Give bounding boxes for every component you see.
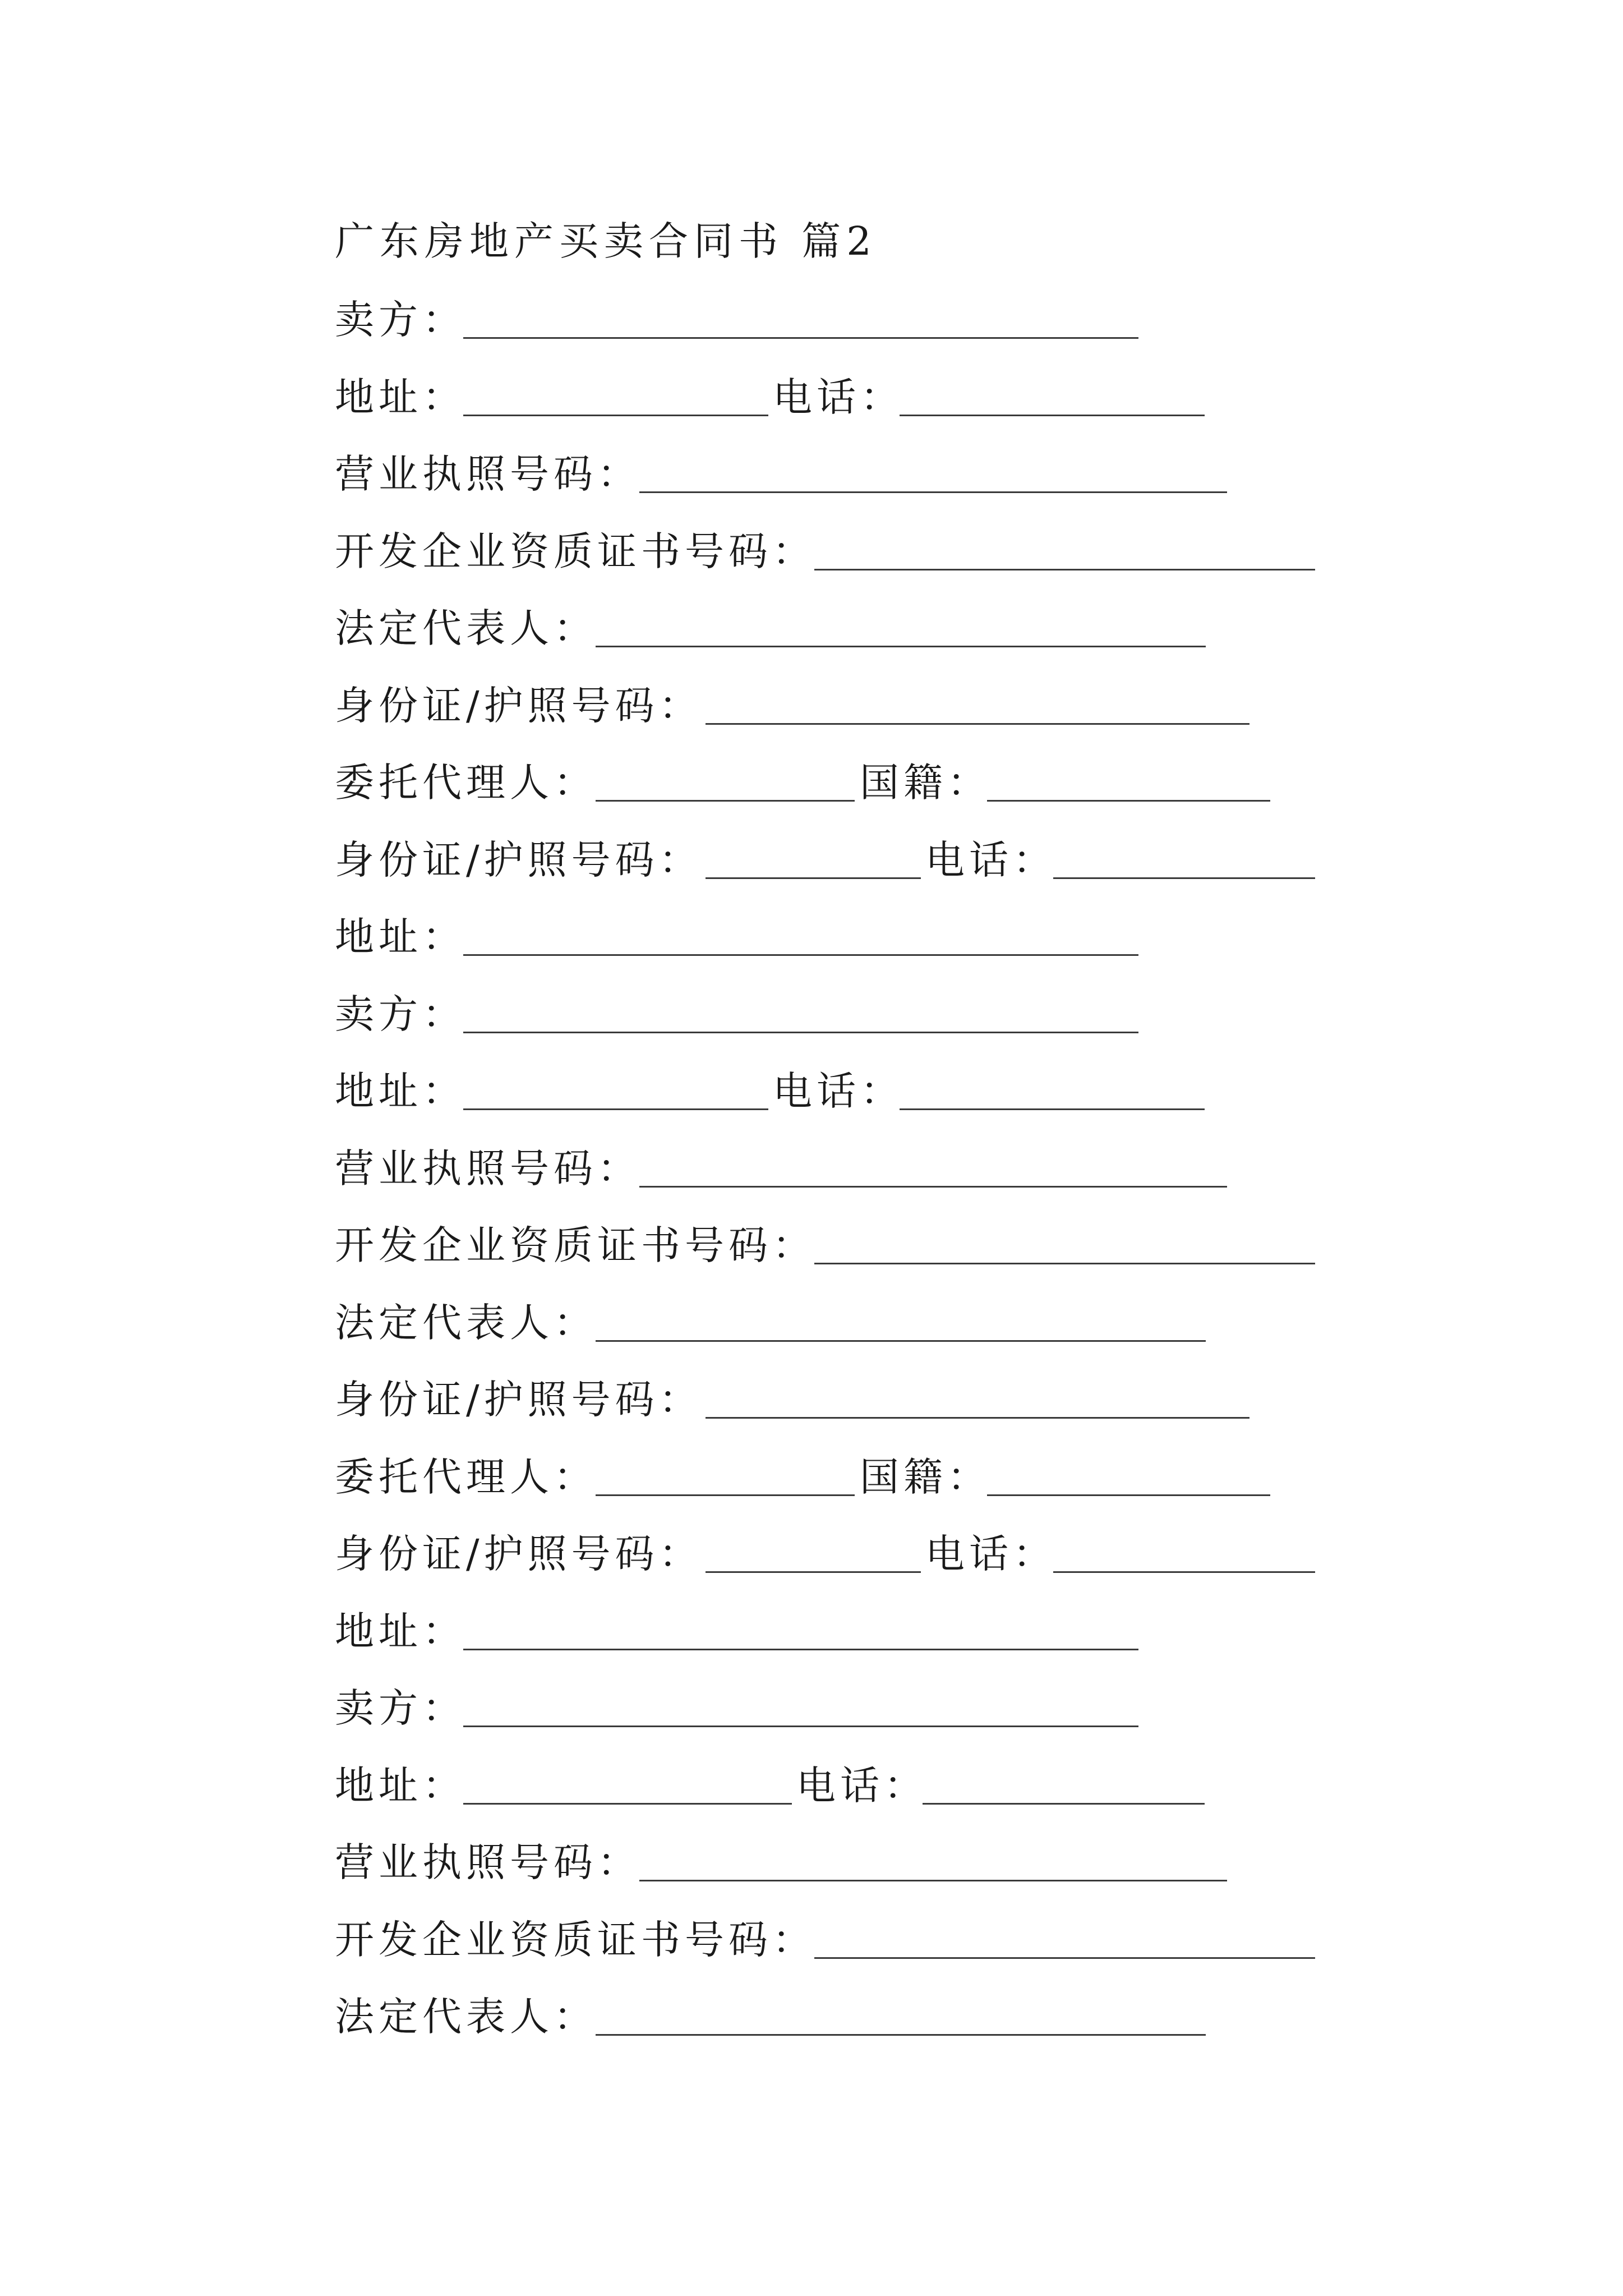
- form-row: [335, 1452, 1602, 1502]
- field-blank-line[interactable]: [463, 1649, 1138, 1650]
- form-row: [335, 1606, 1602, 1657]
- form-row: [335, 1837, 1602, 1888]
- field-blank-line-secondary[interactable]: [923, 1803, 1205, 1805]
- field-blank-line[interactable]: [706, 1571, 921, 1573]
- field-blank-line[interactable]: [639, 1186, 1227, 1188]
- field-label: 身份证/护照号码：: [335, 836, 703, 883]
- field-label: 法定代表人：: [335, 1994, 597, 2040]
- field-blank-line[interactable]: [596, 646, 1206, 647]
- field-blank-line[interactable]: [463, 1803, 792, 1805]
- field-blank-line[interactable]: [463, 954, 1138, 956]
- field-blank-line-secondary[interactable]: [900, 415, 1205, 416]
- field-label-secondary: 电话：: [773, 374, 904, 420]
- field-blank-line[interactable]: [814, 1263, 1315, 1264]
- field-blank-line[interactable]: [463, 1032, 1138, 1033]
- field-blank-line[interactable]: [596, 1494, 855, 1496]
- form-row: [335, 526, 1602, 577]
- field-blank-line[interactable]: [706, 723, 1249, 725]
- field-blank-line-secondary[interactable]: [1053, 1571, 1315, 1573]
- field-label: 营业执照号码：: [335, 1145, 641, 1191]
- field-label: 卖方：: [335, 297, 466, 343]
- field-blank-line[interactable]: [596, 1340, 1206, 1342]
- field-label: 开发企业资质证书号码：: [335, 1222, 816, 1268]
- field-label: 法定代表人：: [335, 605, 597, 651]
- field-label: 卖方：: [335, 1685, 466, 1731]
- field-label: 卖方：: [335, 991, 466, 1037]
- field-label-secondary: 电话：: [925, 836, 1057, 883]
- field-label: 地址：: [335, 914, 466, 960]
- field-blank-line-secondary[interactable]: [1053, 877, 1315, 879]
- field-label: 开发企业资质证书号码：: [335, 1916, 816, 1963]
- field-label-secondary: 电话：: [925, 1531, 1057, 1577]
- field-blank-line[interactable]: [814, 569, 1315, 570]
- form-row: [335, 1220, 1602, 1271]
- form-row: [335, 1066, 1602, 1116]
- field-label: 开发企业资质证书号码：: [335, 528, 816, 574]
- field-label: 身份证/护照号码：: [335, 1377, 703, 1423]
- form-row: [335, 1760, 1602, 1811]
- form-row: [335, 1297, 1602, 1348]
- form-row: [335, 835, 1602, 885]
- field-label: 法定代表人：: [335, 1299, 597, 1346]
- field-label: 委托代理人：: [335, 760, 597, 806]
- form-row: [335, 989, 1602, 1039]
- field-label-secondary: 国籍：: [860, 1453, 991, 1500]
- field-blank-line[interactable]: [706, 1417, 1249, 1419]
- field-blank-line[interactable]: [639, 1880, 1227, 1881]
- field-blank-line[interactable]: [639, 491, 1227, 493]
- form-row: [335, 449, 1602, 499]
- field-label: 地址：: [335, 1608, 466, 1654]
- form-row: [335, 1683, 1602, 1733]
- field-blank-line-secondary[interactable]: [987, 800, 1270, 802]
- field-blank-line-secondary[interactable]: [987, 1494, 1270, 1496]
- field-blank-line[interactable]: [463, 415, 768, 416]
- field-blank-line[interactable]: [463, 1108, 768, 1110]
- form-row: [335, 1991, 1602, 2042]
- form-row: [335, 1529, 1602, 1579]
- form-row: [335, 1374, 1602, 1425]
- field-label: 营业执照号码：: [335, 451, 641, 497]
- form-row: [335, 603, 1602, 654]
- form-row: [335, 680, 1602, 731]
- field-blank-line[interactable]: [596, 800, 855, 802]
- field-label-secondary: 电话：: [773, 1068, 904, 1114]
- form-row: [335, 372, 1602, 422]
- field-label: 地址：: [335, 1068, 466, 1114]
- field-label: 身份证/护照号码：: [335, 1531, 703, 1577]
- form-row: [335, 912, 1602, 962]
- field-label: 地址：: [335, 1762, 466, 1809]
- field-blank-line[interactable]: [706, 877, 921, 879]
- form-row: [335, 1915, 1602, 1965]
- document-title: 广东房地产买卖合同书 篇2: [335, 218, 877, 264]
- field-label: 营业执照号码：: [335, 1839, 641, 1885]
- form-row: [335, 1143, 1602, 1194]
- field-blank-line[interactable]: [814, 1957, 1315, 1959]
- field-blank-line[interactable]: [596, 2034, 1206, 2036]
- field-blank-line-secondary[interactable]: [900, 1108, 1205, 1110]
- field-label-secondary: 电话：: [796, 1762, 928, 1809]
- field-label: 身份证/护照号码：: [335, 682, 703, 729]
- field-label: 地址：: [335, 374, 466, 420]
- field-label-secondary: 国籍：: [860, 760, 991, 806]
- field-blank-line[interactable]: [463, 337, 1138, 339]
- form-row: [335, 295, 1602, 345]
- field-blank-line[interactable]: [463, 1726, 1138, 1727]
- form-row: [335, 757, 1602, 808]
- field-label: 委托代理人：: [335, 1453, 597, 1500]
